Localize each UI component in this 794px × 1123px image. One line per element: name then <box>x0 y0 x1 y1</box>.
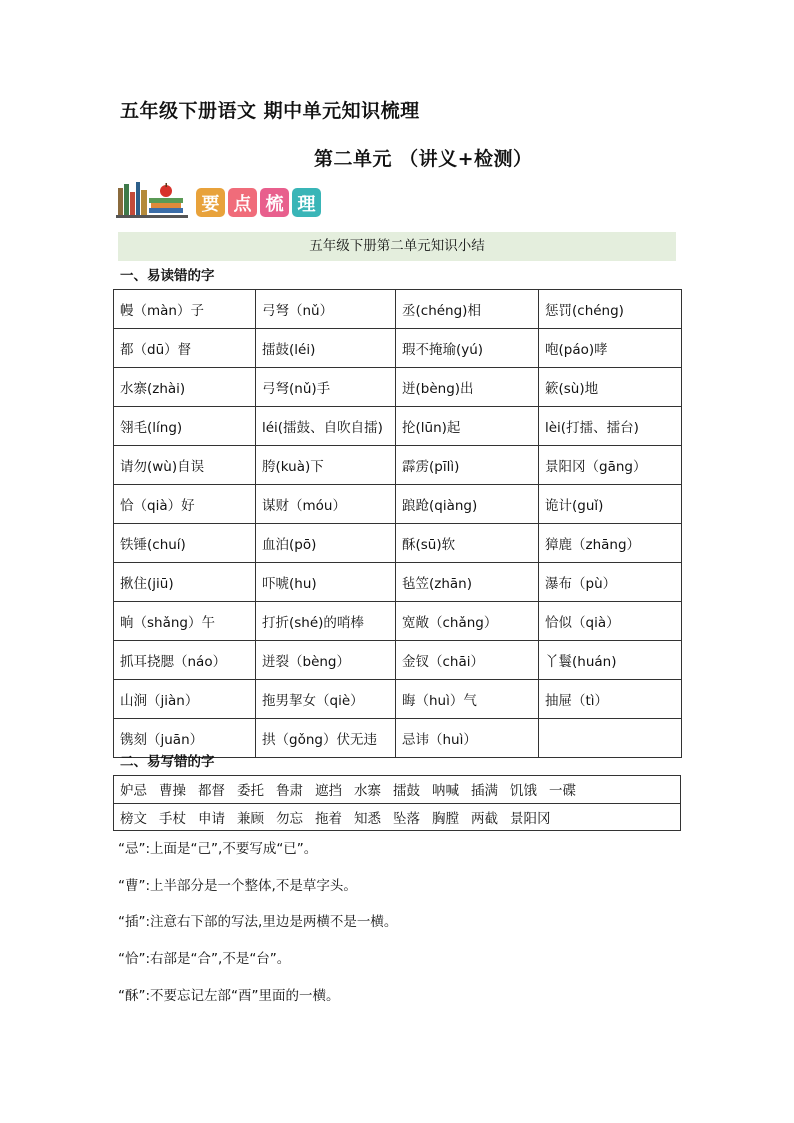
table-cell: 铁锤(chuí) <box>114 524 256 563</box>
word-list <box>114 776 681 804</box>
table-cell: 迸(bèng)出 <box>396 368 539 407</box>
table-cell: 血泊(pō) <box>256 524 396 563</box>
table-cell: 弓弩（nǔ） <box>256 290 396 329</box>
table-cell: 惩罚(chéng) <box>539 290 682 329</box>
table-row <box>114 407 682 446</box>
table-row <box>114 329 682 368</box>
table-cell: 咆(páo)哮 <box>539 329 682 368</box>
table-cell: 簌(sù)地 <box>539 368 682 407</box>
table-row <box>114 368 682 407</box>
word-item: 坠落 <box>393 810 420 827</box>
table-row <box>114 524 682 563</box>
table-cell: 金钗（chāi） <box>396 641 539 680</box>
table-cell: 瀑布（pù） <box>539 563 682 602</box>
word-item: 手杖 <box>159 810 186 827</box>
table-cell: 晌（shǎng）午 <box>114 602 256 641</box>
table-cell: 山涧（jiàn） <box>114 680 256 719</box>
table-cell: 胯(kuà)下 <box>256 446 396 485</box>
table-cell: 揪住(jiū) <box>114 563 256 602</box>
table-cell: 踉跄(qiàng) <box>396 485 539 524</box>
table-cell: 水寨(zhài) <box>114 368 256 407</box>
table-row <box>114 290 682 329</box>
table-cell: 拖男挈女（qiè） <box>256 680 396 719</box>
word-item: 勿忘 <box>276 810 303 827</box>
table-cell: 翎毛(líng) <box>114 407 256 446</box>
table-row <box>114 563 682 602</box>
key-points-banner <box>116 180 336 220</box>
books-apple-icon <box>116 180 188 218</box>
word-item: 遮挡 <box>315 783 342 800</box>
note: “忌”:上面是“己”,不要写成“已”。 <box>118 841 318 857</box>
word-item: 一碟 <box>549 783 576 800</box>
table-cell: léi(擂鼓、自吹自擂) <box>256 407 396 446</box>
word-item: 知悉 <box>354 810 381 827</box>
table-cell: 擂鼓(léi) <box>256 329 396 368</box>
table-cell: 都（dū）督 <box>114 329 256 368</box>
table-cell: 恰似（qià） <box>539 602 682 641</box>
banner-tag: 点 <box>228 188 257 217</box>
table-cell: 宽敞（chǎng） <box>396 602 539 641</box>
table-cell: 抓耳挠腮（náo） <box>114 641 256 680</box>
table-cell: 弓弩(nǔ)手 <box>256 368 396 407</box>
table-cell: 恰（qià）好 <box>114 485 256 524</box>
table-row <box>114 680 682 719</box>
word-item: 景阳冈 <box>510 810 551 827</box>
word-item: 委托 <box>237 783 264 800</box>
table-cell: 瑕不掩瑜(yú) <box>396 329 539 368</box>
table-cell: 拱（gǒng）伏无违 <box>256 719 396 758</box>
banner-tag: 理 <box>292 188 321 217</box>
word-item: 两截 <box>471 810 498 827</box>
word-item: 擂鼓 <box>393 783 420 800</box>
table-cell <box>539 719 682 758</box>
banner-tag: 梳 <box>260 188 289 217</box>
note: “曹”:上半部分是一个整体,不是草字头。 <box>118 878 357 894</box>
table-cell: 请勿(wù)自误 <box>114 446 256 485</box>
word-item: 兼顾 <box>237 810 264 827</box>
table-cell: 霹雳(pīlì) <box>396 446 539 485</box>
note: “恰”:右部是“合”,不是“台”。 <box>118 951 291 967</box>
word-item: 都督 <box>198 783 225 800</box>
table-row <box>114 602 682 641</box>
table-cell: 镌刻（juān） <box>114 719 256 758</box>
word-item: 呐喊 <box>432 783 459 800</box>
document-title: 五年级下册语文 期中单元知识梳理 <box>120 100 420 122</box>
table-row <box>114 803 681 831</box>
word-item: 申请 <box>198 810 225 827</box>
table-row <box>114 641 682 680</box>
word-item: 胸膛 <box>432 810 459 827</box>
table-cell: 獐鹿（zhāng） <box>539 524 682 563</box>
table-cell: 抡(lūn)起 <box>396 407 539 446</box>
table-cell: 幔（màn）子 <box>114 290 256 329</box>
table-cell: lèi(打擂、擂台) <box>539 407 682 446</box>
banner-tag: 要 <box>196 188 225 217</box>
banner-tags <box>196 188 321 217</box>
word-item: 插满 <box>471 783 498 800</box>
table-cell: 忌讳（huì） <box>396 719 539 758</box>
table-cell: 丞(chéng)相 <box>396 290 539 329</box>
miswritten-words-table <box>113 775 681 831</box>
word-list <box>114 803 681 831</box>
table-cell: 抽屉（tì） <box>539 680 682 719</box>
word-item: 鲁肃 <box>276 783 303 800</box>
table-cell: 吓唬(hu) <box>256 563 396 602</box>
word-item: 榜文 <box>120 810 147 827</box>
table-row <box>114 485 682 524</box>
unit-title: 第二单元 （讲义+检测） <box>314 148 533 170</box>
word-item: 拖着 <box>315 810 342 827</box>
table-cell: 谋财（móu） <box>256 485 396 524</box>
word-item: 妒忌 <box>120 783 147 800</box>
section-title: 二、易写错的字 <box>120 754 215 770</box>
word-item: 曹操 <box>159 783 186 800</box>
table-cell: 丫鬟(huán) <box>539 641 682 680</box>
note: “酥”:不要忘记左部“酉”里面的一横。 <box>118 988 340 1004</box>
table-cell: 诡计(guǐ) <box>539 485 682 524</box>
table-cell: 毡笠(zhān) <box>396 563 539 602</box>
table-cell: 打折(shé)的哨棒 <box>256 602 396 641</box>
note: “插”:注意右下部的写法,里边是两横不是一横。 <box>118 914 398 930</box>
table-cell: 迸裂（bèng） <box>256 641 396 680</box>
table-cell: 景阳冈（gāng） <box>539 446 682 485</box>
word-item: 水寨 <box>354 783 381 800</box>
table-cell: 晦（huì）气 <box>396 680 539 719</box>
table-row <box>114 446 682 485</box>
summary-title: 五年级下册第二单元知识小结 <box>118 232 676 261</box>
section-title: 一、易读错的字 <box>120 268 215 284</box>
word-item: 饥饿 <box>510 783 537 800</box>
table-row <box>114 776 681 804</box>
table-cell: 酥(sū)软 <box>396 524 539 563</box>
misread-characters-table <box>113 289 682 758</box>
